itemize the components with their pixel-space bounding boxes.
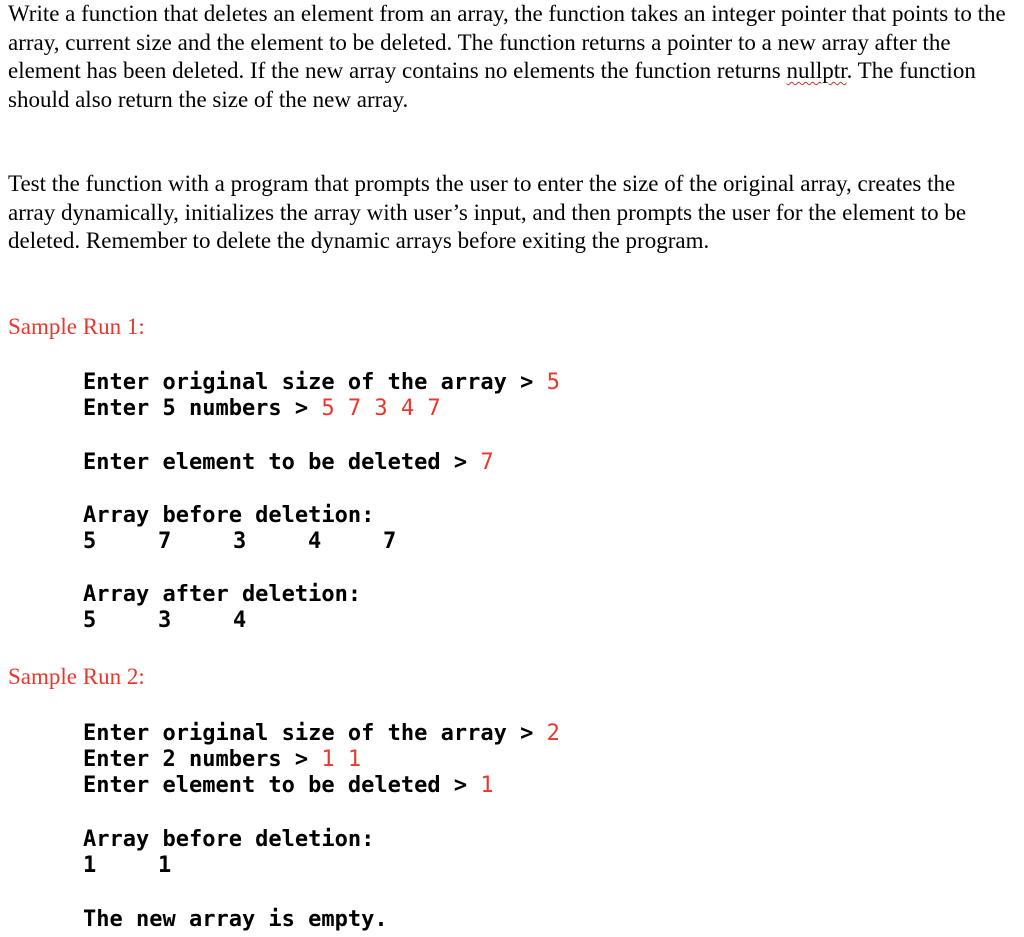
run2-numbers-line — [83, 747, 361, 773]
run1-numbers-input: 5 7 3 4 7 — [321, 396, 441, 421]
run1-before-label: Array before deletion: — [83, 503, 375, 528]
array-value: 4 — [308, 529, 322, 554]
description-text-start: Write a function that deletes an element from an array, the function takes an integer pointer that points to the array, current size and the element to be deleted. The function returns a pointer to a new array after the element has been deleted. If the new array contains no elements the function returns — [8, 1, 1006, 83]
run1-delete-prompt: Enter element to be deleted > — [83, 450, 481, 475]
run2-size-prompt: Enter original size of the array > — [83, 721, 547, 746]
run2-size-input: 2 — [546, 721, 560, 746]
description-text-end: . The function should also return the size of the new array. — [8, 58, 976, 112]
run2-delete-prompt: Enter element to be deleted > — [83, 773, 481, 798]
run2-delete-input: 1 — [480, 773, 494, 798]
run1-numbers-line — [83, 396, 441, 422]
run1-before-values — [83, 529, 458, 555]
run1-size-input: 5 — [546, 370, 560, 395]
run1-delete-input: 7 — [480, 450, 494, 475]
description-paragraph-1 — [8, 0, 1008, 114]
array-value: 7 — [383, 529, 397, 554]
run2-delete-line — [83, 773, 494, 799]
array-value: 7 — [158, 529, 172, 554]
array-value: 3 — [233, 529, 247, 554]
run2-numbers-input: 1 1 — [321, 747, 362, 772]
sample-run-2-heading: Sample Run 2: — [8, 664, 145, 689]
run1-numbers-prompt: Enter 5 numbers > — [83, 396, 322, 421]
run2-before-values — [83, 853, 233, 879]
run2-before-label: Array before deletion: — [83, 827, 375, 852]
array-value: 1 — [83, 853, 97, 878]
run2-empty-message: The new array is empty. — [83, 907, 388, 932]
run1-size-prompt: Enter original size of the array > — [83, 370, 547, 395]
array-value: 3 — [158, 608, 172, 633]
run1-after-values — [83, 608, 308, 634]
nullptr-keyword: nullptr — [786, 58, 847, 83]
run2-numbers-prompt: Enter 2 numbers > — [83, 747, 322, 772]
sample-run-1-heading: Sample Run 1: — [8, 314, 145, 339]
run1-delete-line — [83, 450, 494, 476]
array-value: 5 — [83, 529, 97, 554]
description-paragraph-2: Test the function with a program that prompts the user to enter the size of the original array, creates the array dynamically, initializes the array with user’s input, and then prompts the user for the element to be deleted. Remember to delete the dynamic arrays before exiting the program. — [8, 171, 967, 253]
run2-size-line — [83, 721, 560, 747]
array-value: 4 — [233, 608, 247, 633]
array-value: 1 — [158, 853, 172, 878]
run1-size-line — [83, 370, 560, 396]
run1-after-label: Array after deletion: — [83, 582, 362, 607]
array-value: 5 — [83, 608, 97, 633]
